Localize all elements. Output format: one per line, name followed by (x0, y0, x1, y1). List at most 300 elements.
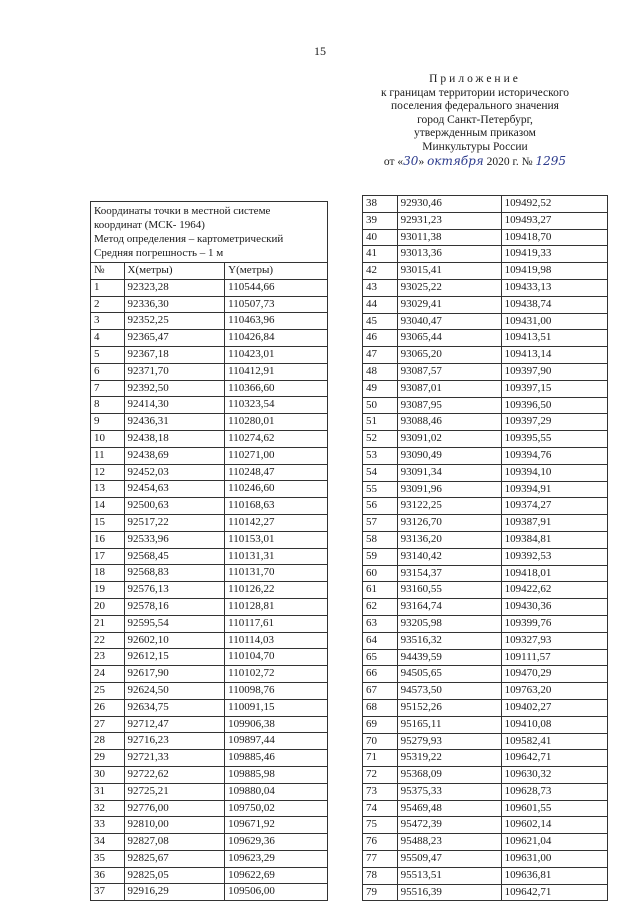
y-coordinate-cell: 110091,15 (225, 699, 328, 716)
table-row (91, 380, 328, 397)
point-number-cell: 33 (91, 817, 125, 834)
x-coordinate-cell: 93140,42 (397, 548, 501, 565)
table-row (363, 330, 608, 347)
table-body-left (91, 279, 328, 900)
table-row (363, 767, 608, 784)
point-number-cell: 37 (91, 884, 125, 901)
y-coordinate-cell: 110114,03 (225, 632, 328, 649)
x-coordinate-cell: 95152,26 (397, 699, 501, 716)
caption-line: координат (МСК- 1964) (94, 219, 205, 231)
point-number-cell: 62 (363, 599, 398, 616)
point-number-cell: 79 (363, 884, 398, 901)
table-row (363, 313, 608, 330)
point-number-cell: 77 (363, 851, 398, 868)
x-coordinate-cell: 92725,21 (124, 783, 225, 800)
table-row (363, 515, 608, 532)
y-coordinate-cell: 109621,04 (501, 834, 607, 851)
x-coordinate-cell: 93154,37 (397, 565, 501, 582)
table-row (91, 867, 328, 884)
y-coordinate-cell: 109384,81 (501, 531, 607, 548)
table-row (363, 565, 608, 582)
y-coordinate-cell: 109374,27 (501, 498, 607, 515)
table-row (363, 817, 608, 834)
table-row (91, 363, 328, 380)
y-coordinate-cell: 110153,01 (225, 531, 328, 548)
y-coordinate-cell: 109387,91 (501, 515, 607, 532)
point-number-cell: 57 (363, 515, 398, 532)
x-coordinate-cell: 93205,98 (397, 615, 501, 632)
table-row (363, 615, 608, 632)
y-coordinate-cell: 110412,91 (225, 363, 328, 380)
table-row (363, 867, 608, 884)
caption-line: Координаты точки в местной системе (94, 205, 271, 217)
table-row (91, 750, 328, 767)
y-coordinate-cell: 109397,15 (501, 380, 607, 397)
x-coordinate-cell: 92367,18 (124, 346, 225, 363)
coordinates-table-right (362, 195, 608, 901)
date-mid: » (418, 155, 428, 168)
y-coordinate-cell: 110426,84 (225, 330, 328, 347)
x-coordinate-cell: 92624,50 (124, 682, 225, 699)
point-number-cell: 78 (363, 867, 398, 884)
table-row (91, 817, 328, 834)
point-number-cell: 4 (91, 330, 125, 347)
table-row (363, 431, 608, 448)
y-coordinate-cell: 109493,27 (501, 212, 607, 229)
x-coordinate-cell: 95513,51 (397, 867, 501, 884)
y-coordinate-cell: 109422,62 (501, 582, 607, 599)
y-coordinate-cell: 110128,81 (225, 598, 328, 615)
table-row (91, 514, 328, 531)
x-coordinate-cell: 93065,20 (397, 347, 501, 364)
point-number-cell: 11 (91, 447, 125, 464)
coordinates-table-left (90, 201, 328, 901)
x-coordinate-cell: 95375,33 (397, 783, 501, 800)
y-coordinate-cell: 109885,46 (225, 750, 328, 767)
handwritten-order-number: 1295 (535, 153, 567, 168)
date-year: 2020 г. № (483, 155, 536, 168)
point-number-cell: 3 (91, 313, 125, 330)
point-number-cell: 67 (363, 683, 398, 700)
y-coordinate-cell: 109897,44 (225, 733, 328, 750)
point-number-cell: 56 (363, 498, 398, 515)
x-coordinate-cell: 92634,75 (124, 699, 225, 716)
table-row (363, 464, 608, 481)
point-number-cell: 27 (91, 716, 125, 733)
x-coordinate-cell: 94573,50 (397, 683, 501, 700)
y-coordinate-cell: 110131,70 (225, 565, 328, 582)
y-coordinate-cell: 109410,08 (501, 716, 607, 733)
x-coordinate-cell: 92617,90 (124, 666, 225, 683)
x-coordinate-cell: 92810,00 (124, 817, 225, 834)
point-number-cell: 25 (91, 682, 125, 699)
y-coordinate-cell: 109413,14 (501, 347, 607, 364)
table-row (91, 565, 328, 582)
y-coordinate-cell: 109629,36 (225, 834, 328, 851)
table-row (91, 414, 328, 431)
x-coordinate-cell: 92365,47 (124, 330, 225, 347)
y-coordinate-cell: 110274,62 (225, 430, 328, 447)
table-row (363, 380, 608, 397)
table-row (91, 733, 328, 750)
table-row (363, 279, 608, 296)
point-number-cell: 28 (91, 733, 125, 750)
y-coordinate-cell: 109438,74 (501, 296, 607, 313)
table-row (91, 582, 328, 599)
y-coordinate-cell: 109631,00 (501, 851, 607, 868)
x-coordinate-cell: 92371,70 (124, 363, 225, 380)
y-coordinate-cell: 109413,51 (501, 330, 607, 347)
point-number-cell: 15 (91, 514, 125, 531)
y-coordinate-cell: 109396,50 (501, 397, 607, 414)
point-number-cell: 7 (91, 380, 125, 397)
table-row (363, 263, 608, 280)
table-row (91, 699, 328, 716)
point-number-cell: 48 (363, 363, 398, 380)
table-row (363, 397, 608, 414)
point-number-cell: 38 (363, 196, 398, 213)
x-coordinate-cell: 92916,29 (124, 884, 225, 901)
table-row (91, 615, 328, 632)
table-body-right (363, 196, 608, 901)
y-coordinate-cell: 110507,73 (225, 296, 328, 313)
point-number-cell: 43 (363, 279, 398, 296)
x-coordinate-cell: 93091,02 (397, 431, 501, 448)
point-number-cell: 50 (363, 397, 398, 414)
y-coordinate-cell: 110323,54 (225, 397, 328, 414)
table-row (363, 246, 608, 263)
point-number-cell: 31 (91, 783, 125, 800)
point-number-cell: 36 (91, 867, 125, 884)
table-row (91, 800, 328, 817)
column-header-row (91, 263, 328, 280)
y-coordinate-cell: 110126,22 (225, 582, 328, 599)
point-number-cell: 68 (363, 699, 398, 716)
y-coordinate-cell: 109622,69 (225, 867, 328, 884)
point-number-cell: 19 (91, 582, 125, 599)
y-coordinate-cell: 109906,38 (225, 716, 328, 733)
table-row (91, 313, 328, 330)
point-number-cell: 75 (363, 817, 398, 834)
x-coordinate-cell: 92517,22 (124, 514, 225, 531)
table-row (363, 632, 608, 649)
x-coordinate-cell: 93015,41 (397, 263, 501, 280)
table-row (363, 212, 608, 229)
x-coordinate-cell: 92568,45 (124, 548, 225, 565)
x-coordinate-cell: 92827,08 (124, 834, 225, 851)
point-number-cell: 55 (363, 481, 398, 498)
table-row (363, 800, 608, 817)
y-coordinate-cell: 109394,76 (501, 447, 607, 464)
x-coordinate-cell: 92454,63 (124, 481, 225, 498)
point-number-cell: 2 (91, 296, 125, 313)
x-coordinate-cell: 92825,05 (124, 867, 225, 884)
table-row (91, 498, 328, 515)
point-number-cell: 72 (363, 767, 398, 784)
x-coordinate-cell: 93011,38 (397, 229, 501, 246)
table-row (91, 430, 328, 447)
x-coordinate-cell: 92436,31 (124, 414, 225, 431)
y-coordinate-cell: 110102,72 (225, 666, 328, 683)
point-number-cell: 6 (91, 363, 125, 380)
appendix-line: Минкультуры России (422, 140, 528, 153)
table-row (91, 296, 328, 313)
y-coordinate-cell: 109395,55 (501, 431, 607, 448)
table-row (363, 414, 608, 431)
y-coordinate-cell: 109399,76 (501, 615, 607, 632)
point-number-cell: 21 (91, 615, 125, 632)
point-number-cell: 44 (363, 296, 398, 313)
point-number-cell: 5 (91, 346, 125, 363)
point-number-cell: 76 (363, 834, 398, 851)
y-coordinate-cell: 109418,70 (501, 229, 607, 246)
y-coordinate-cell: 110248,47 (225, 464, 328, 481)
point-number-cell: 18 (91, 565, 125, 582)
x-coordinate-cell: 93122,25 (397, 498, 501, 515)
x-coordinate-cell: 92930,46 (397, 196, 501, 213)
point-number-cell: 63 (363, 615, 398, 632)
y-coordinate-cell: 109430,36 (501, 599, 607, 616)
table-row (91, 598, 328, 615)
x-coordinate-cell: 92414,30 (124, 397, 225, 414)
table-row (363, 296, 608, 313)
caption-line: Метод определения – картометрический (94, 233, 284, 245)
x-coordinate-cell: 94439,59 (397, 649, 501, 666)
x-coordinate-cell: 92931,23 (397, 212, 501, 229)
point-number-cell: 71 (363, 750, 398, 767)
y-coordinate-cell: 110423,01 (225, 346, 328, 363)
y-coordinate-cell: 109392,53 (501, 548, 607, 565)
point-number-cell: 45 (363, 313, 398, 330)
point-number-cell: 42 (363, 263, 398, 280)
point-number-cell: 8 (91, 397, 125, 414)
x-coordinate-cell: 92721,33 (124, 750, 225, 767)
x-coordinate-cell: 92595,54 (124, 615, 225, 632)
point-number-cell: 16 (91, 531, 125, 548)
table-row (91, 666, 328, 683)
table-row (91, 834, 328, 851)
point-number-cell: 23 (91, 649, 125, 666)
table-row (363, 699, 608, 716)
table-row (363, 481, 608, 498)
y-coordinate-cell: 110463,96 (225, 313, 328, 330)
table-row (363, 447, 608, 464)
point-number-cell: 58 (363, 531, 398, 548)
y-coordinate-cell: 110168,63 (225, 498, 328, 515)
table-row (91, 548, 328, 565)
y-coordinate-cell: 109885,98 (225, 766, 328, 783)
y-coordinate-cell: 109418,01 (501, 565, 607, 582)
y-coordinate-cell: 110142,27 (225, 514, 328, 531)
table-row (363, 531, 608, 548)
x-coordinate-cell: 93090,49 (397, 447, 501, 464)
point-number-cell: 51 (363, 414, 398, 431)
y-coordinate-cell: 109750,02 (225, 800, 328, 817)
point-number-cell: 46 (363, 330, 398, 347)
x-coordinate-cell: 93091,96 (397, 481, 501, 498)
x-coordinate-cell: 93160,55 (397, 582, 501, 599)
x-coordinate-cell: 93029,41 (397, 296, 501, 313)
x-coordinate-cell: 92452,03 (124, 464, 225, 481)
x-coordinate-cell: 92500,63 (124, 498, 225, 515)
x-coordinate-cell: 93013,36 (397, 246, 501, 263)
point-number-cell: 14 (91, 498, 125, 515)
table-row (363, 196, 608, 213)
point-number-cell: 60 (363, 565, 398, 582)
table-row (363, 750, 608, 767)
table-row (363, 666, 608, 683)
handwritten-month: октября (427, 153, 484, 168)
y-coordinate-cell: 109880,04 (225, 783, 328, 800)
y-coordinate-cell: 109394,91 (501, 481, 607, 498)
appendix-line: город Санкт-Петербург, (417, 113, 533, 126)
table-row (363, 649, 608, 666)
y-coordinate-cell: 109636,81 (501, 867, 607, 884)
x-coordinate-cell: 92722,62 (124, 766, 225, 783)
point-number-cell: 24 (91, 666, 125, 683)
y-coordinate-cell: 110271,00 (225, 447, 328, 464)
point-number-cell: 49 (363, 380, 398, 397)
point-number-cell: 20 (91, 598, 125, 615)
x-coordinate-cell: 92578,16 (124, 598, 225, 615)
point-number-cell: 26 (91, 699, 125, 716)
table-caption (91, 202, 328, 263)
point-number-cell: 30 (91, 766, 125, 783)
x-coordinate-cell: 92336,30 (124, 296, 225, 313)
y-coordinate-cell: 110246,60 (225, 481, 328, 498)
y-coordinate-cell: 109582,41 (501, 733, 607, 750)
caption-line: Средняя погрешность – 1 м (94, 247, 224, 259)
x-coordinate-cell: 93516,32 (397, 632, 501, 649)
appendix-line: утвержденным приказом (414, 127, 536, 140)
table-row (363, 548, 608, 565)
x-coordinate-cell: 92825,67 (124, 850, 225, 867)
table-caption-row (91, 202, 328, 263)
y-coordinate-cell: 109431,00 (501, 313, 607, 330)
table-row (363, 716, 608, 733)
y-coordinate-cell: 110280,01 (225, 414, 328, 431)
y-coordinate-cell: 109601,55 (501, 800, 607, 817)
point-number-cell: 13 (91, 481, 125, 498)
point-number-cell: 35 (91, 850, 125, 867)
y-coordinate-cell: 109671,92 (225, 817, 328, 834)
x-coordinate-cell: 95509,47 (397, 851, 501, 868)
table-row (363, 851, 608, 868)
x-coordinate-cell: 94505,65 (397, 666, 501, 683)
y-coordinate-cell: 110366,60 (225, 380, 328, 397)
point-number-cell: 32 (91, 800, 125, 817)
y-coordinate-cell: 109470,29 (501, 666, 607, 683)
x-coordinate-cell: 95279,93 (397, 733, 501, 750)
point-number-cell: 10 (91, 430, 125, 447)
table-row (91, 279, 328, 296)
y-coordinate-cell: 110104,70 (225, 649, 328, 666)
y-coordinate-cell: 109402,27 (501, 699, 607, 716)
x-coordinate-cell: 92776,00 (124, 800, 225, 817)
appendix-block (350, 73, 600, 169)
x-coordinate-cell: 93065,44 (397, 330, 501, 347)
point-number-cell: 53 (363, 447, 398, 464)
table-row (91, 346, 328, 363)
point-number-cell: 69 (363, 716, 398, 733)
point-number-cell: 9 (91, 414, 125, 431)
point-number-cell: 66 (363, 666, 398, 683)
col-header-x: X(метры) (124, 263, 225, 280)
x-coordinate-cell: 92602,10 (124, 632, 225, 649)
x-coordinate-cell: 92533,96 (124, 531, 225, 548)
table-row (91, 397, 328, 414)
x-coordinate-cell: 92568,83 (124, 565, 225, 582)
x-coordinate-cell: 95472,39 (397, 817, 501, 834)
x-coordinate-cell: 93025,22 (397, 279, 501, 296)
table-row (363, 498, 608, 515)
table-row (91, 481, 328, 498)
y-coordinate-cell: 109602,14 (501, 817, 607, 834)
x-coordinate-cell: 95165,11 (397, 716, 501, 733)
x-coordinate-cell: 92576,13 (124, 582, 225, 599)
y-coordinate-cell: 109111,57 (501, 649, 607, 666)
y-coordinate-cell: 109642,71 (501, 884, 607, 901)
handwritten-day: 30 (403, 153, 419, 168)
table-row (91, 330, 328, 347)
table-row (363, 884, 608, 901)
point-number-cell: 54 (363, 464, 398, 481)
x-coordinate-cell: 93091,34 (397, 464, 501, 481)
x-coordinate-cell: 92612,15 (124, 649, 225, 666)
appendix-title: Приложение (429, 73, 521, 85)
x-coordinate-cell: 93126,70 (397, 515, 501, 532)
y-coordinate-cell: 109419,98 (501, 263, 607, 280)
x-coordinate-cell: 93136,20 (397, 531, 501, 548)
y-coordinate-cell: 109623,29 (225, 850, 328, 867)
point-number-cell: 74 (363, 800, 398, 817)
order-date-line (350, 155, 600, 170)
table-row (91, 464, 328, 481)
y-coordinate-cell: 109628,73 (501, 783, 607, 800)
y-coordinate-cell: 110098,76 (225, 682, 328, 699)
x-coordinate-cell: 95368,09 (397, 767, 501, 784)
y-coordinate-cell: 109506,00 (225, 884, 328, 901)
y-coordinate-cell: 109763,20 (501, 683, 607, 700)
x-coordinate-cell: 93088,46 (397, 414, 501, 431)
table-row (363, 582, 608, 599)
y-coordinate-cell: 109492,52 (501, 196, 607, 213)
table-row (91, 531, 328, 548)
y-coordinate-cell: 109642,71 (501, 750, 607, 767)
point-number-cell: 70 (363, 733, 398, 750)
x-coordinate-cell: 92716,23 (124, 733, 225, 750)
y-coordinate-cell: 110131,31 (225, 548, 328, 565)
appendix-line: поселения федерального значения (391, 100, 559, 113)
x-coordinate-cell: 95516,39 (397, 884, 501, 901)
point-number-cell: 65 (363, 649, 398, 666)
x-coordinate-cell: 93087,57 (397, 363, 501, 380)
table-row (363, 229, 608, 246)
table-row (363, 347, 608, 364)
y-coordinate-cell: 109630,32 (501, 767, 607, 784)
x-coordinate-cell: 95469,48 (397, 800, 501, 817)
x-coordinate-cell: 93087,95 (397, 397, 501, 414)
x-coordinate-cell: 92438,69 (124, 447, 225, 464)
point-number-cell: 61 (363, 582, 398, 599)
table-row (91, 850, 328, 867)
point-number-cell: 17 (91, 548, 125, 565)
page-number: 15 (314, 44, 326, 58)
point-number-cell: 41 (363, 246, 398, 263)
point-number-cell: 39 (363, 212, 398, 229)
table-row (91, 716, 328, 733)
point-number-cell: 64 (363, 632, 398, 649)
